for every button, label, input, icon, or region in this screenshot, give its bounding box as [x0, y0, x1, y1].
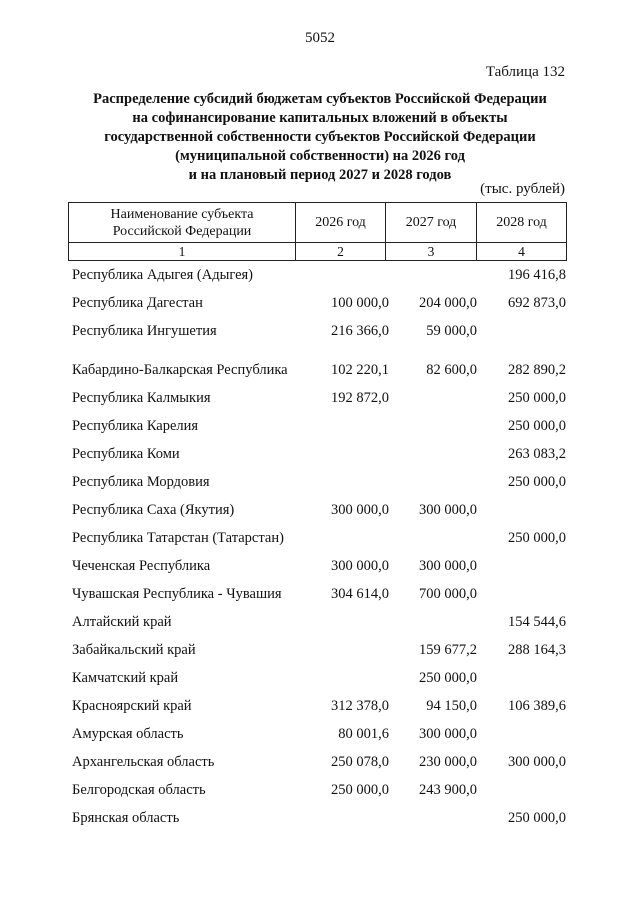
column-header-2027: 2027 год: [386, 203, 477, 243]
table-row: [72, 344, 568, 383]
title-line: государственной собственности субъектов Российской Федерации: [104, 129, 536, 145]
subject-name: Республика Ингушетия: [72, 323, 217, 339]
table-row: [72, 495, 568, 523]
title-line: (муниципальной собственности) на 2026 год: [175, 148, 465, 164]
table-row: [72, 803, 568, 831]
value-2027: 230 000,0: [419, 754, 477, 770]
column-header-subject-line2: Российской Федерации: [112, 223, 252, 239]
subject-name: Амурская область: [72, 726, 184, 742]
column-number-2: 2: [296, 243, 386, 261]
value-2028: 154 544,6: [508, 614, 566, 630]
value-2027: 82 600,0: [426, 362, 477, 378]
table-row: [72, 288, 568, 316]
subject-name: Архангельская область: [72, 754, 215, 770]
table-row: [72, 260, 568, 288]
value-2028: 692 873,0: [508, 295, 566, 311]
table-title: [55, 90, 585, 185]
subject-name: Камчатский край: [72, 670, 179, 686]
page-number: 5052: [305, 30, 335, 46]
unit-note: (тыс. рублей): [480, 181, 565, 197]
table-row: [72, 747, 568, 775]
title-line: на софинансирование капитальных вложений в объекты: [132, 110, 508, 126]
subject-name: Чувашская Республика - Чувашия: [72, 586, 282, 602]
value-2027: 59 000,0: [426, 323, 477, 339]
value-2028: 300 000,0: [508, 754, 566, 770]
value-2026: 100 000,0: [331, 295, 389, 311]
subject-name: Чеченская Республика: [72, 558, 211, 574]
value-2027: 300 000,0: [419, 558, 477, 574]
table-row: [72, 719, 568, 747]
subject-name: Республика Калмыкия: [72, 390, 211, 406]
value-2027: 159 677,2: [419, 642, 477, 658]
subject-name: Республика Татарстан (Татарстан): [72, 530, 284, 546]
table-row: [72, 775, 568, 803]
subject-name: Республика Дагестан: [72, 295, 203, 311]
table-row: [72, 691, 568, 719]
value-2028: 196 416,8: [508, 267, 566, 283]
value-2028: 250 000,0: [508, 810, 566, 826]
value-2027: 300 000,0: [419, 726, 477, 742]
title-line: Распределение субсидий бюджетам субъектов Российской Федерации: [93, 91, 547, 107]
subject-name: Республика Адыгея (Адыгея): [72, 267, 254, 283]
subject-name: Республика Карелия: [72, 418, 199, 434]
subject-name: Белгородская область: [72, 782, 206, 798]
value-2028: 263 083,2: [508, 446, 566, 462]
subject-name: Красноярский край: [72, 698, 192, 714]
value-2028: 106 389,6: [508, 698, 566, 714]
value-2028: 250 000,0: [508, 474, 566, 490]
value-2026: 192 872,0: [331, 390, 389, 406]
value-2026: 312 378,0: [331, 698, 389, 714]
table-row: [72, 316, 568, 344]
value-2026: 300 000,0: [331, 558, 389, 574]
value-2028: 250 000,0: [508, 418, 566, 434]
value-2026: 216 366,0: [331, 323, 389, 339]
table-row: [72, 439, 568, 467]
value-2028: 250 000,0: [508, 390, 566, 406]
column-header-2028: 2028 год: [477, 203, 567, 243]
table-row: [72, 663, 568, 691]
column-number-1: 1: [69, 243, 296, 261]
value-2028: 288 164,3: [508, 642, 566, 658]
value-2027: 300 000,0: [419, 502, 477, 518]
column-number-4: 4: [477, 243, 567, 261]
value-2026: 250 000,0: [331, 782, 389, 798]
table-row: [72, 579, 568, 607]
subject-name: Алтайский край: [72, 614, 172, 630]
subject-name: Брянская область: [72, 810, 180, 826]
table-row: [72, 467, 568, 495]
value-2026: 80 001,6: [338, 726, 389, 742]
value-2027: 700 000,0: [419, 586, 477, 602]
title-line: и на плановый период 2027 и 2028 годов: [188, 167, 452, 183]
table-row: [72, 411, 568, 439]
table-header: [68, 202, 567, 261]
column-number-3: 3: [386, 243, 477, 261]
value-2026: 304 614,0: [331, 586, 389, 602]
column-header-subject-line1: Наименование субъекта: [110, 206, 254, 222]
table-label: Таблица 132: [485, 64, 565, 80]
value-2026: 102 220,1: [331, 362, 389, 378]
value-2028: 250 000,0: [508, 530, 566, 546]
column-header-subject: [69, 203, 296, 243]
value-2026: 300 000,0: [331, 502, 389, 518]
value-2027: 204 000,0: [419, 295, 477, 311]
table-row: [72, 551, 568, 579]
subject-name: Забайкальский край: [72, 642, 196, 658]
table-row: [72, 607, 568, 635]
subject-name: Республика Коми: [72, 446, 180, 462]
table-body: [72, 260, 568, 831]
subject-name: Республика Саха (Якутия): [72, 502, 235, 518]
value-2027: 94 150,0: [426, 698, 477, 714]
value-2027: 250 000,0: [419, 670, 477, 686]
subject-name: Кабардино-Балкарская Республика: [72, 362, 288, 378]
table-row: [72, 635, 568, 663]
column-header-2026: 2026 год: [296, 203, 386, 243]
subject-name: Республика Мордовия: [72, 474, 210, 490]
value-2027: 243 900,0: [419, 782, 477, 798]
value-2026: 250 078,0: [331, 754, 389, 770]
table-row: [72, 383, 568, 411]
table-row: [72, 523, 568, 551]
value-2028: 282 890,2: [508, 362, 566, 378]
